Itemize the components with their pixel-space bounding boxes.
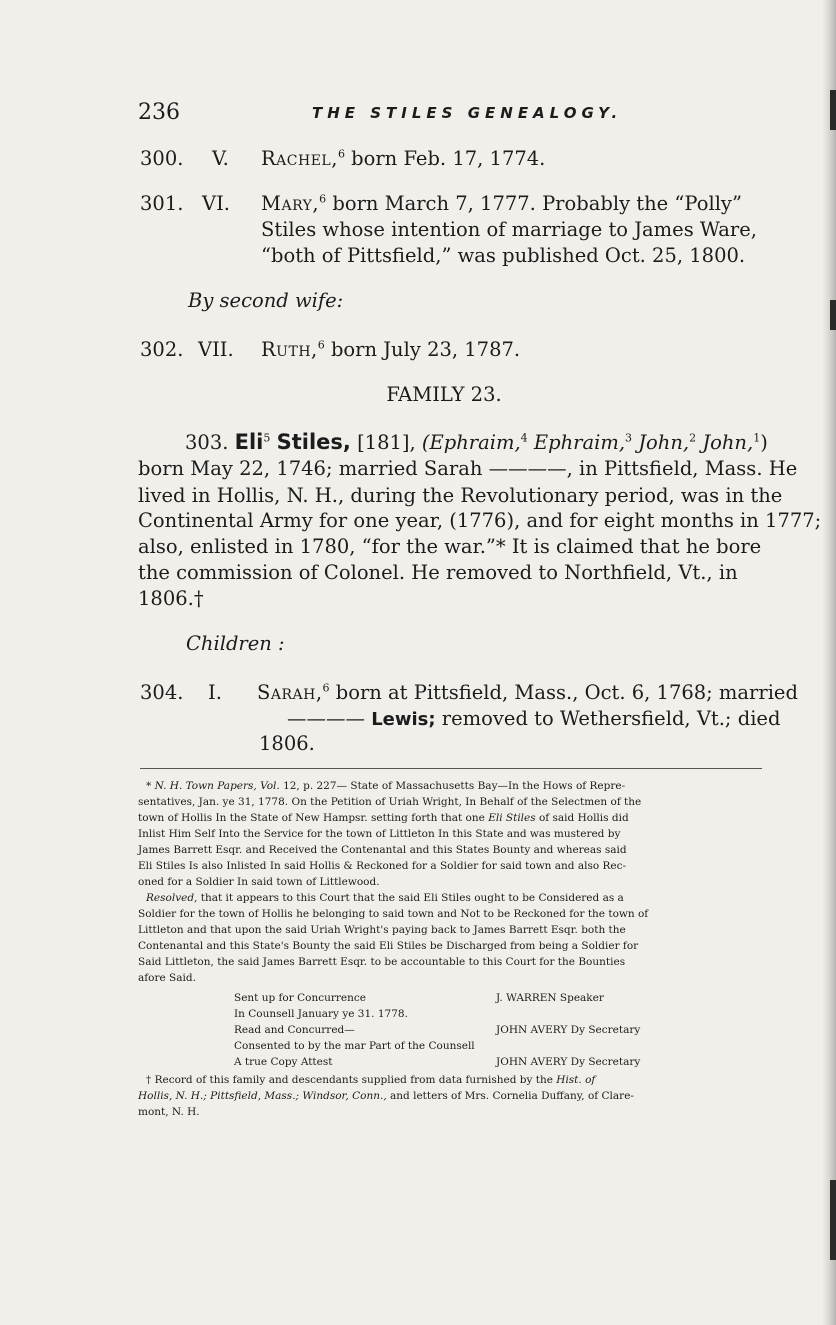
footnote-line: Inlist Him Self Into the Service for the town of Littleton In this State and was mustered by <box>138 828 621 840</box>
entry-303-line-6: the commission of Colonel. He removed to Northfield, Vt., in <box>138 561 738 584</box>
footnote-line: oned for a Soldier In said town of Littlewood. <box>138 876 380 888</box>
entry-roman: VI. <box>202 192 230 215</box>
footnote-line <box>146 1072 595 1088</box>
generation-sup: 6 <box>319 192 327 206</box>
footnote-divider <box>140 768 762 769</box>
generation-sup: 6 <box>317 338 325 352</box>
footnote-line: afore Said. <box>138 972 196 984</box>
footnote-line <box>146 890 624 906</box>
generation-sup: 3 <box>625 431 633 445</box>
entry-number: 302. <box>140 338 184 361</box>
ancestor-1: (Ephraim, <box>421 431 521 454</box>
entry-303 <box>185 429 768 456</box>
signature-left: A true Copy Attest <box>234 1056 333 1068</box>
footnote-text: † Record of this family and descendants supplied from data furnished by the <box>146 1074 557 1086</box>
footnote-resolved: Resolved, <box>146 892 198 904</box>
generation-sup: 2 <box>689 431 697 445</box>
signature-left: Read and Concurred— <box>234 1024 355 1036</box>
generation-sup: 1 <box>753 431 761 445</box>
entry-304-line-3: 1806. <box>259 732 315 755</box>
entry-name: Mary, <box>261 192 320 215</box>
entry-text: born March 7, 1777. Probably the “Polly” <box>332 192 742 215</box>
footnote-line: mont, N. H. <box>138 1106 200 1118</box>
signature-right: J. WARREN Speaker <box>496 992 604 1004</box>
signature-left: In Counsell January ye 31. 1778. <box>234 1008 408 1020</box>
family-heading: FAMILY 23. <box>386 383 502 406</box>
entry-301 <box>140 191 742 217</box>
entry-301-line-3: “both of Pittsfield,” was published Oct. 25, 1800. <box>261 244 746 267</box>
entry-name: Sarah, <box>257 681 323 704</box>
footnote-name: Eli Stiles <box>488 812 536 824</box>
entry-roman: VII. <box>198 338 234 361</box>
ancestor-2: Ephraim, <box>533 431 626 454</box>
entry-303-line-4: Continental Army for one year, (1776), and for eight months in 1777; <box>138 509 822 532</box>
footnote-line: Littleton and that upon the said Uriah Wright's paying back to James Barrett Esqr. both the <box>138 924 626 936</box>
generation-sup: 4 <box>520 431 528 445</box>
footnote-text: and letters of Mrs. Cornelia Duffany, of Clare- <box>386 1090 634 1102</box>
entry-304 <box>140 680 798 706</box>
entry-name: Ruth, <box>261 338 318 361</box>
cross-reference: [181], <box>357 431 416 454</box>
footnote-line: Said Littleton, the said James Barrett Esqr. to be accountable to this Court for the Bounties <box>138 956 626 968</box>
signature-left: Sent up for Concurrence <box>234 992 366 1004</box>
entry-303-line-7: 1806.† <box>138 587 204 610</box>
entry-number: 301. <box>140 192 184 215</box>
footnote-line <box>138 810 629 826</box>
footnote-line: Eli Stiles Is also Inlisted In said Hollis & Reckoned for a Soldier for said town and also Rec- <box>138 860 627 872</box>
ancestry-close: ) <box>760 431 768 454</box>
footnote-mark: * <box>146 780 155 792</box>
entry-303-line-3: lived in Hollis, N. H., during the Revolutionary period, was in the <box>138 484 783 507</box>
page-edge-mark <box>830 90 836 130</box>
footnote-citation: N. H. Town Papers, Vol. <box>154 780 280 792</box>
spouse-surname: Lewis; <box>371 709 436 730</box>
ancestor-3: John, <box>638 431 690 454</box>
page-edge-mark <box>830 300 836 330</box>
footnote-text: town of Hollis In the State of New Hampsr. setting forth that one <box>138 812 489 824</box>
footnote-text: 12, p. 227— State of Massachusetts Bay—In the Hows of Repre- <box>279 780 626 792</box>
person-first-name: Eli <box>234 430 264 454</box>
footnote-line: sentatives, Jan. ye 31, 1778. On the Petition of Uriah Wright, In Behalf of the Selectmen of the <box>138 796 642 808</box>
footnote-source: Hist. of <box>556 1074 596 1086</box>
entry-number: 304. <box>140 681 184 704</box>
footnote-line: James Barrett Esqr. and Received the Contenantal and this States Bounty and whereas said <box>138 844 627 856</box>
ancestor-4: John, <box>702 431 754 454</box>
entry-303-line-2: born May 22, 1746; married Sarah ————, in Pittsfield, Mass. He <box>138 457 798 480</box>
entry-text: born at Pittsfield, Mass., Oct. 6, 1768; married <box>335 681 798 704</box>
footnote-line <box>146 778 625 794</box>
footnote-line: Contenantal and this State's Bounty the said Eli Stiles be Discharged from being a Soldier for <box>138 940 639 952</box>
page-edge-shadow <box>822 0 836 1325</box>
running-title: THE STILES GENEALOGY. <box>312 104 623 122</box>
children-heading: Children : <box>186 632 285 655</box>
entry-304-line-2 <box>287 706 780 733</box>
entry-number: 300. <box>140 147 184 170</box>
entry-number: 303. <box>185 431 229 454</box>
entry-303-line-5: also, enlisted in 1780, “for the war.”* It is claimed that he bore <box>138 535 762 558</box>
footnote-text: that it appears to this Court that the said Eli Stiles ought to be Considered as a <box>197 892 624 904</box>
entry-300 <box>140 146 546 172</box>
entry-301-line-2: Stiles whose intention of marriage to James Ware, <box>261 218 757 241</box>
signature-left: Consented to by the mar Part of the Counsell <box>234 1040 475 1052</box>
entry-302 <box>140 337 521 363</box>
blank-dash: ———— <box>287 707 365 730</box>
entry-roman: I. <box>208 681 222 704</box>
footnote-line: Soldier for the town of Hollis he belonging to said town and Not to be Reckoned for the town of <box>138 908 649 920</box>
footnote-source: Hollis, N. H.; Pittsfield, Mass.; Windsor, Conn., <box>138 1090 387 1102</box>
entry-text: born Feb. 17, 1774. <box>351 147 546 170</box>
generation-sup: 5 <box>263 431 271 445</box>
signature-right: JOHN AVERY Dy Secretary <box>496 1056 641 1068</box>
generation-sup: 6 <box>337 147 345 161</box>
generation-sup: 6 <box>322 681 330 695</box>
person-surname: Stiles, <box>276 430 351 454</box>
entry-name: Rachel, <box>261 147 338 170</box>
entry-text: removed to Wethersfield, Vt.; died <box>441 707 781 730</box>
page-number: 236 <box>138 100 180 125</box>
page-edge-mark <box>830 1180 836 1260</box>
signature-right: JOHN AVERY Dy Secretary <box>496 1024 641 1036</box>
footnote-line <box>138 1088 634 1104</box>
footnote-text: of said Hollis did <box>535 812 629 824</box>
entry-roman: V. <box>212 147 229 170</box>
entry-text: born July 23, 1787. <box>330 338 521 361</box>
second-wife-heading: By second wife: <box>188 289 344 312</box>
